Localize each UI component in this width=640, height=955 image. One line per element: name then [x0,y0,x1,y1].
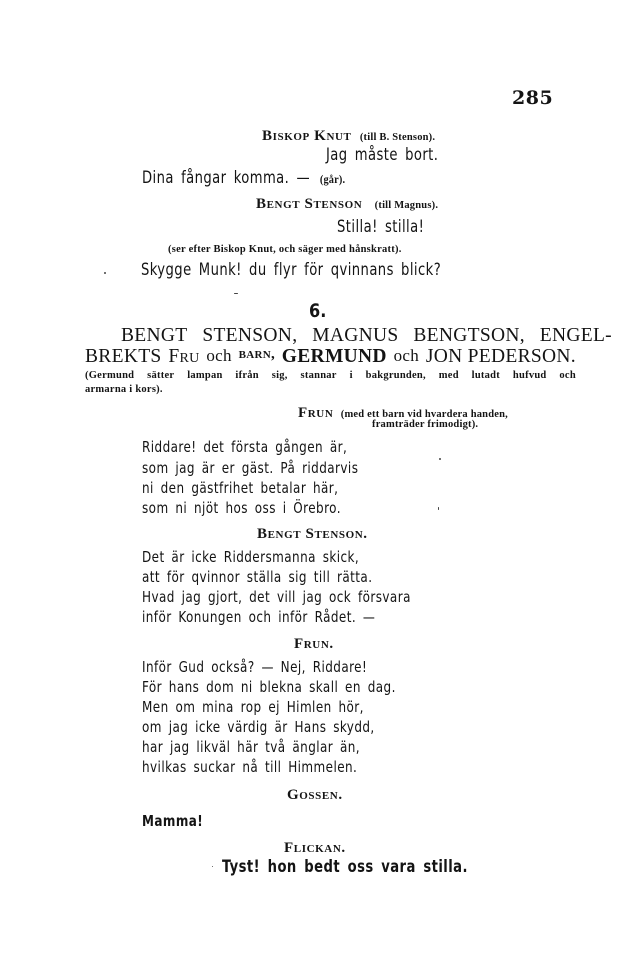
verse-line: inför Konungen och inför Rådet. — [142,608,376,626]
speaker-heading: Gossen. [287,787,343,803]
stage-direction: (ser efter Biskop Knut, och säger med hånskratt). [168,244,402,255]
scene-number: 6. [309,300,327,322]
verse-line: att för qvinnor ställa sig till rätta. [142,568,373,586]
stage-direction: framträder frimodigt). [372,419,479,430]
scan-speck [104,272,106,274]
cast-word: BENGTSON, [413,325,525,346]
scan-speck [234,293,238,294]
verse-line: Inför Gud också? — Nej, Riddare! [142,658,368,676]
speaker-name: Frun [298,405,334,421]
scan-speck [212,866,213,867]
cast-word: Fru [168,346,200,367]
cast-word: och [393,346,420,365]
verse-line: ni den gästfrihet betalar här, [142,479,339,497]
cast-list-line-2 [85,346,576,368]
verse-line: Skygge Munk! du flyr för qvinnans blick? [141,260,442,280]
verse-line: Men om mina rop ej Himlen hör, [142,698,364,716]
stage-direction-line-1 [85,370,576,381]
stage-word: ifrån [235,370,259,381]
stage-direction: (till B. Stenson). [359,132,436,143]
stage-word: sig, [271,370,288,381]
stage-direction: (till Magnus). [374,200,439,211]
verse-line: Tyst! hon bedt oss vara stilla. [222,857,468,877]
scan-speck [439,458,441,460]
speaker-name: Biskop Knut [262,128,352,144]
cast-word: barn, [238,346,275,362]
verse-line: hvilkas suckar nå till Himmelen. [142,758,358,776]
verse-line: om jag icke värdig är Hans skydd, [142,718,375,736]
cast-list-line-1 [121,325,612,347]
stage-word: bakgrunden, [365,370,426,381]
speaker-heading [256,196,438,213]
stage-direction-line-2: armarna i kors). [85,384,163,395]
stage-direction: (går). [319,172,346,186]
stage-word: sätter [147,370,175,381]
speaker-heading: Frun. [294,636,334,652]
stage-direction: (med ett barn vid hvardera handen, [340,409,508,420]
cast-word: ENGEL- [539,325,612,346]
cast-word: BENGT [121,325,188,346]
verse-line: som ni njöt hos oss i Örebro. [142,499,341,517]
stage-word: stannar [300,370,337,381]
verse-line: Stilla! stilla! [337,217,425,237]
stage-word: hufvud [512,370,547,381]
cast-word: GERMUND [281,346,387,367]
verse-line: Det är icke Riddersmanna skick, [142,548,360,566]
stage-word: lutadt [471,370,501,381]
stage-word: (Germund [85,370,135,381]
verse-line: har jag likväl här två änglar än, [142,738,361,756]
verse-line: Riddare! det första gången är, [142,438,348,456]
verse-text: Dina fångar komma. — [142,168,311,188]
scan-speck [438,507,439,510]
speaker-heading [262,128,435,145]
verse-line: som jag är er gäst. På riddarvis [142,459,359,477]
stage-word: i [349,370,353,381]
stage-word: med [438,370,459,381]
verse-line: Hvad jag gjort, det vill jag ock försvara [142,588,411,606]
stage-word: lampan [187,370,223,381]
verse-line: Jag måste bort. [326,145,439,165]
verse-line: För hans dom ni blekna skall en dag. [142,678,396,696]
verse-line: Mamma! [142,812,204,830]
speaker-name: Bengt Stenson [256,196,363,212]
stage-word: och [559,370,576,381]
speaker-heading: Bengt Stenson. [257,526,368,542]
speaker-heading: Flickan. [284,840,346,856]
page-number: 285 [512,87,554,109]
verse-line [142,168,345,188]
cast-word: och [206,346,232,365]
cast-word: JON PEDERSON. [425,346,576,367]
cast-word: BREKTS [85,346,162,367]
cast-word: MAGNUS [312,325,399,346]
cast-word: STENSON, [202,325,298,346]
